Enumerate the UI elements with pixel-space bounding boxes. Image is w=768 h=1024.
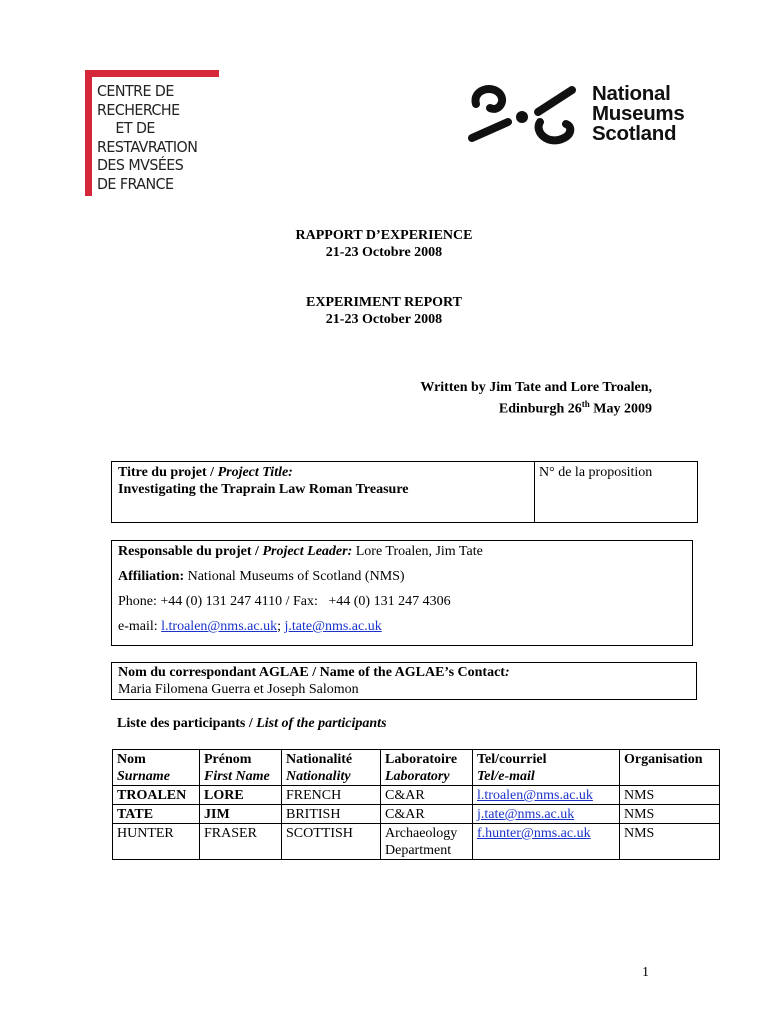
place-date-ordinal: th — [581, 399, 590, 409]
logo-line: RECHERCHE — [97, 100, 180, 119]
table-row — [113, 824, 720, 860]
place-date — [300, 396, 652, 418]
header-en: Nationality — [286, 769, 351, 784]
header-fr: Prénom — [204, 752, 252, 767]
project-title-box — [111, 461, 698, 523]
cell-nationality: FRENCH — [282, 786, 381, 805]
leader-label-fr: Responsable du projet / — [118, 544, 263, 559]
english-date: 21-23 October 2008 — [325, 312, 443, 327]
crrmf-logo-text — [97, 82, 206, 194]
header-first-name — [200, 750, 282, 786]
header-tel-email — [473, 750, 620, 786]
header-en: First Name — [204, 769, 270, 784]
email-label: e-mail: — [118, 619, 162, 634]
table-row — [113, 805, 720, 824]
place-date-rest: May 2009 — [589, 401, 652, 417]
cell-first-name: JIM — [200, 805, 282, 824]
logo-line: Museums — [592, 102, 685, 125]
cell-nationality: SCOTTISH — [282, 824, 381, 860]
cell-first-name: LORE — [200, 786, 282, 805]
phone-fax-line: Phone: +44 (0) 131 247 4110 / Fax: +44 (0) 131 247 4306 — [118, 594, 451, 609]
cell-organisation: NMS — [620, 824, 720, 860]
cell-laboratory: C&AR — [381, 805, 473, 824]
email-separator: ; — [277, 619, 285, 634]
cell-first-name: FRASER — [200, 824, 282, 860]
logo-bar-top — [85, 70, 219, 77]
logo-line: CENTRE DE — [97, 82, 174, 100]
box-divider — [534, 462, 535, 522]
header-fr: Organisation — [624, 752, 703, 767]
affiliation-label: Affiliation: — [118, 569, 185, 584]
logo-line: RESTAVRATION — [97, 137, 198, 156]
logo-line: ET DE — [115, 119, 155, 138]
project-leader-line — [118, 543, 483, 560]
header-nationality — [282, 750, 381, 786]
header-fr: Nom — [117, 752, 146, 767]
place-date-main: Edinburgh 26 — [498, 401, 582, 417]
logo-line: National — [592, 82, 671, 105]
authorship-block — [300, 379, 652, 418]
contact-value: Maria Filomena Guerra et Joseph Salomon — [118, 682, 359, 697]
cell-surname: HUNTER — [113, 824, 200, 860]
english-title-block — [0, 294, 768, 328]
header-fr: Nationalité — [286, 752, 353, 767]
cell-laboratory: Archaeology Department — [381, 824, 473, 860]
participants-heading-fr: Liste des participants / — [117, 716, 257, 731]
cell-laboratory: C&AR — [381, 786, 473, 805]
header-laboratory — [381, 750, 473, 786]
leader-label-en: Project Leader: — [262, 544, 353, 559]
label-fr: Titre du projet / — [118, 465, 218, 480]
project-title-label — [118, 464, 293, 481]
affiliation-line — [118, 568, 405, 585]
label-en: Project Title: — [217, 465, 293, 480]
logo-line: Scotland — [592, 122, 677, 145]
project-title-value: Investigating the Traprain Law Roman Treasure — [118, 482, 409, 497]
logo-line: DES MVSÉES — [97, 156, 184, 175]
participants-heading — [117, 716, 387, 732]
french-title-block — [0, 227, 768, 261]
leader-value: Lore Troalen, Jim Tate — [352, 544, 483, 559]
participants-table — [112, 749, 720, 860]
email-link[interactable]: j.tate@nms.ac.uk — [477, 807, 575, 822]
cell-organisation: NMS — [620, 786, 720, 805]
cell-email — [473, 805, 620, 824]
cell-nationality: BRITISH — [282, 805, 381, 824]
aglae-contact-box — [111, 662, 697, 700]
logo-line: DE FRANCE — [97, 174, 174, 193]
cell-surname: TROALEN — [113, 786, 200, 805]
nms-logo-mark-icon — [468, 82, 578, 148]
header-en: Laboratory — [385, 769, 450, 784]
email-link[interactable]: f.hunter@nms.ac.uk — [477, 826, 591, 841]
email-link[interactable]: l.troalen@nms.ac.uk — [477, 788, 593, 803]
email-link-troalen[interactable]: l.troalen@nms.ac.uk — [161, 619, 278, 634]
header-fr: Laboratoire — [385, 752, 458, 767]
table-header-row — [113, 750, 720, 786]
email-line — [118, 618, 382, 635]
logo-bar-left — [85, 70, 92, 196]
project-leader-box — [111, 540, 693, 646]
header-fr: Tel/courriel — [477, 752, 547, 767]
header-en: Tel/e-mail — [477, 769, 535, 784]
nms-logo-text — [592, 84, 684, 144]
cell-organisation: NMS — [620, 805, 720, 824]
french-date: 21-23 Octobre 2008 — [325, 245, 443, 260]
table-row — [113, 786, 720, 805]
cell-email — [473, 786, 620, 805]
cell-surname: TATE — [113, 805, 200, 824]
english-title: EXPERIMENT REPORT — [306, 295, 462, 310]
header-organisation — [620, 750, 720, 786]
cell-email — [473, 824, 620, 860]
written-by: Written by Jim Tate and Lore Troalen, — [420, 380, 652, 395]
contact-label-colon: : — [504, 665, 510, 680]
email-link-tate[interactable]: j.tate@nms.ac.uk — [284, 619, 382, 634]
crrmf-logo — [85, 70, 219, 196]
participants-heading-en: List of the participants — [256, 716, 387, 731]
page-number: 1 — [642, 965, 649, 980]
french-title: RAPPORT D’EXPERIENCE — [295, 228, 473, 243]
contact-label-text: Nom du correspondant AGLAE / Name of the AGLAE’s Contact — [118, 665, 505, 680]
header-surname — [113, 750, 200, 786]
affiliation-value: National Museums of Scotland (NMS) — [184, 569, 405, 584]
proposal-number-label: N° de la proposition — [539, 465, 653, 480]
contact-label — [118, 664, 510, 681]
header-en: Surname — [117, 769, 170, 784]
